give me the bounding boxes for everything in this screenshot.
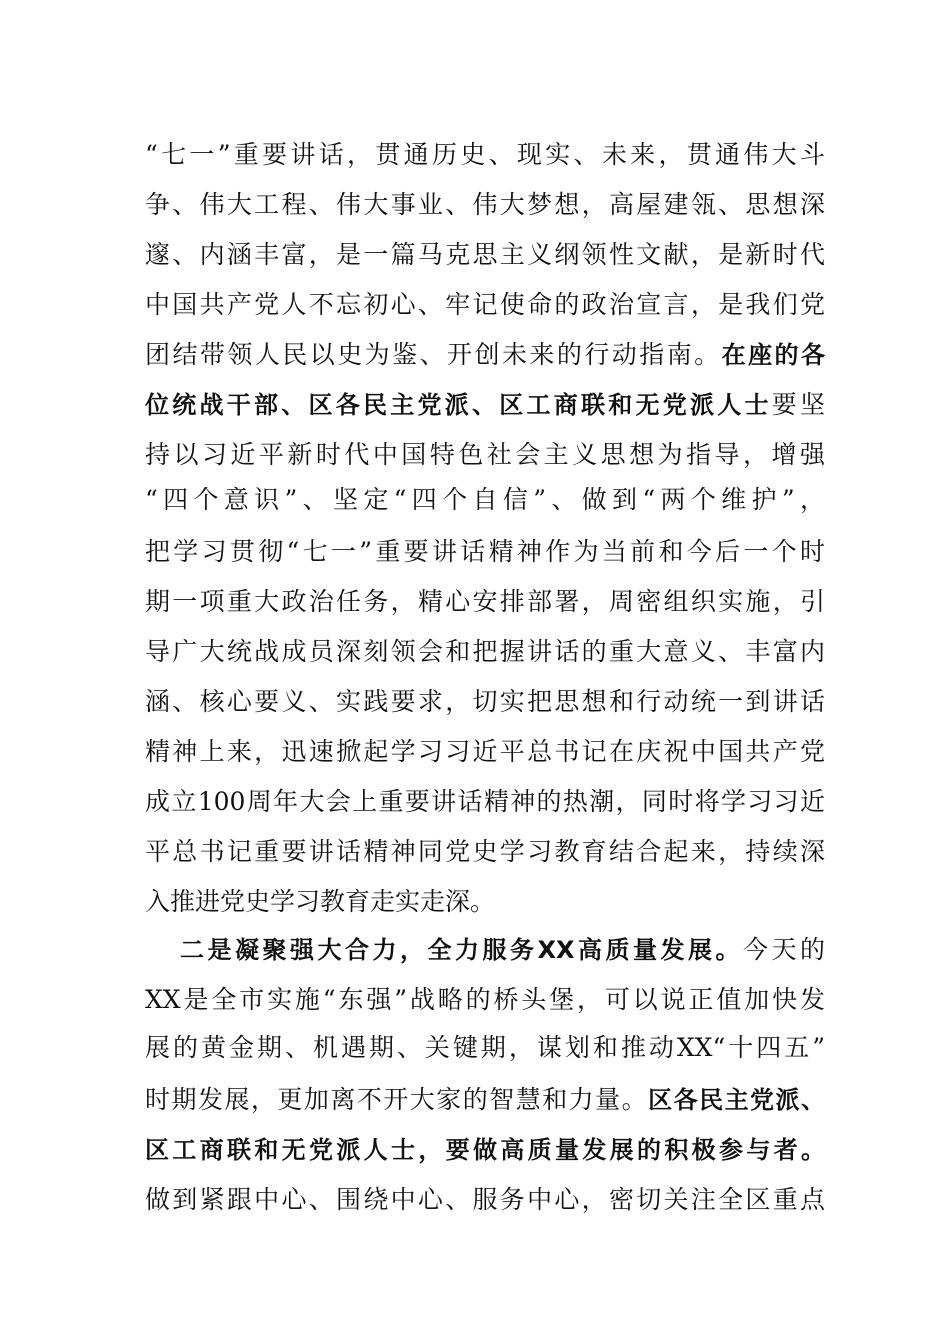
text-line bbox=[145, 330, 825, 380]
text-line bbox=[145, 130, 825, 180]
text-run: 要坚 bbox=[771, 390, 825, 419]
text-run: 涵、核心要义、实践要求，切实把思想和行动统一到讲话 bbox=[145, 687, 825, 716]
text-line bbox=[145, 180, 825, 230]
text-run: 今天的 bbox=[742, 935, 825, 964]
text-run: 导广大统战成员深刻领会和把握讲话的重大意义、丰富内 bbox=[145, 637, 825, 666]
bold-text-run: 区工商联和无党派人士，要做高质量发展的积极参与者。 bbox=[145, 1136, 825, 1164]
text-run: 持以习近平新时代中国特色社会主义思想为指导，增强 bbox=[145, 440, 825, 469]
text-line bbox=[145, 727, 825, 777]
bold-text-run: 位统战干部、区各民主党派、区工商联和无党派人士 bbox=[145, 391, 772, 419]
text-run: 团结带领人民以史为鉴、开创未来的行动指南。 bbox=[145, 340, 722, 369]
text-run: 展的黄金期、机遇期、关键期，谋划和推动XX“十四五” bbox=[145, 1033, 825, 1062]
text-run: 中国共产党人不忘初心、牢记使命的政治宣言，是我们党 bbox=[145, 290, 825, 319]
text-line bbox=[145, 475, 825, 525]
text-line bbox=[145, 1175, 825, 1225]
text-run: 时期发展，更加离不开大家的智慧和力量。 bbox=[145, 1085, 649, 1114]
text-run: 入推进党史学习教育走实走深。 bbox=[145, 887, 496, 916]
text-line bbox=[145, 1023, 825, 1073]
text-line bbox=[145, 380, 825, 430]
text-line bbox=[145, 527, 825, 577]
text-line bbox=[145, 975, 825, 1025]
text-run: 平总书记重要讲话精神同党史学习教育结合起来，持续深 bbox=[145, 837, 825, 866]
text-line bbox=[145, 627, 825, 677]
text-line bbox=[145, 577, 825, 627]
text-run: 邃、内涵丰富，是一篇马克思主义纲领性文献，是新时代 bbox=[145, 240, 825, 269]
text-run: 成立100周年大会上重要讲话精神的热潮，同时将学习习近 bbox=[145, 787, 825, 816]
text-run: “七一”重要讲话，贯通历史、现实、未来，贯通伟大斗 bbox=[145, 140, 825, 169]
text-line bbox=[145, 230, 825, 280]
text-run: 把学习贯彻“七一”重要讲话精神作为当前和今后一个时 bbox=[145, 537, 825, 566]
bold-text-run: 二是凝聚强大合力，全力服务XX高质量发展。 bbox=[180, 936, 743, 964]
bold-text-run: 区各民主党派、 bbox=[648, 1086, 826, 1114]
text-line bbox=[145, 1075, 825, 1125]
text-line bbox=[145, 280, 825, 330]
bold-text-run: 在座的各 bbox=[721, 341, 825, 369]
text-line bbox=[145, 877, 825, 927]
text-run: XX是全市实施“东强”战略的桥头堡，可以说正值加快发 bbox=[145, 985, 825, 1014]
text-run: 期一项重大政治任务，精心安排部署，周密组织实施，引 bbox=[145, 587, 825, 616]
text-line bbox=[145, 777, 825, 827]
text-line bbox=[145, 430, 825, 480]
text-line bbox=[180, 925, 825, 975]
text-run: 争、伟大工程、伟大事业、伟大梦想，高屋建瓴、思想深 bbox=[145, 190, 825, 219]
text-line bbox=[145, 827, 825, 877]
text-line bbox=[145, 1125, 825, 1175]
text-run: 做到紧跟中心、围绕中心、服务中心，密切关注全区重点 bbox=[145, 1185, 825, 1214]
text-run: 精神上来，迅速掀起学习习近平总书记在庆祝中国共产党 bbox=[145, 737, 825, 766]
text-run: “四个意识”、坚定“四个自信”、做到“两个维护”， bbox=[145, 485, 825, 514]
text-line bbox=[145, 677, 825, 727]
